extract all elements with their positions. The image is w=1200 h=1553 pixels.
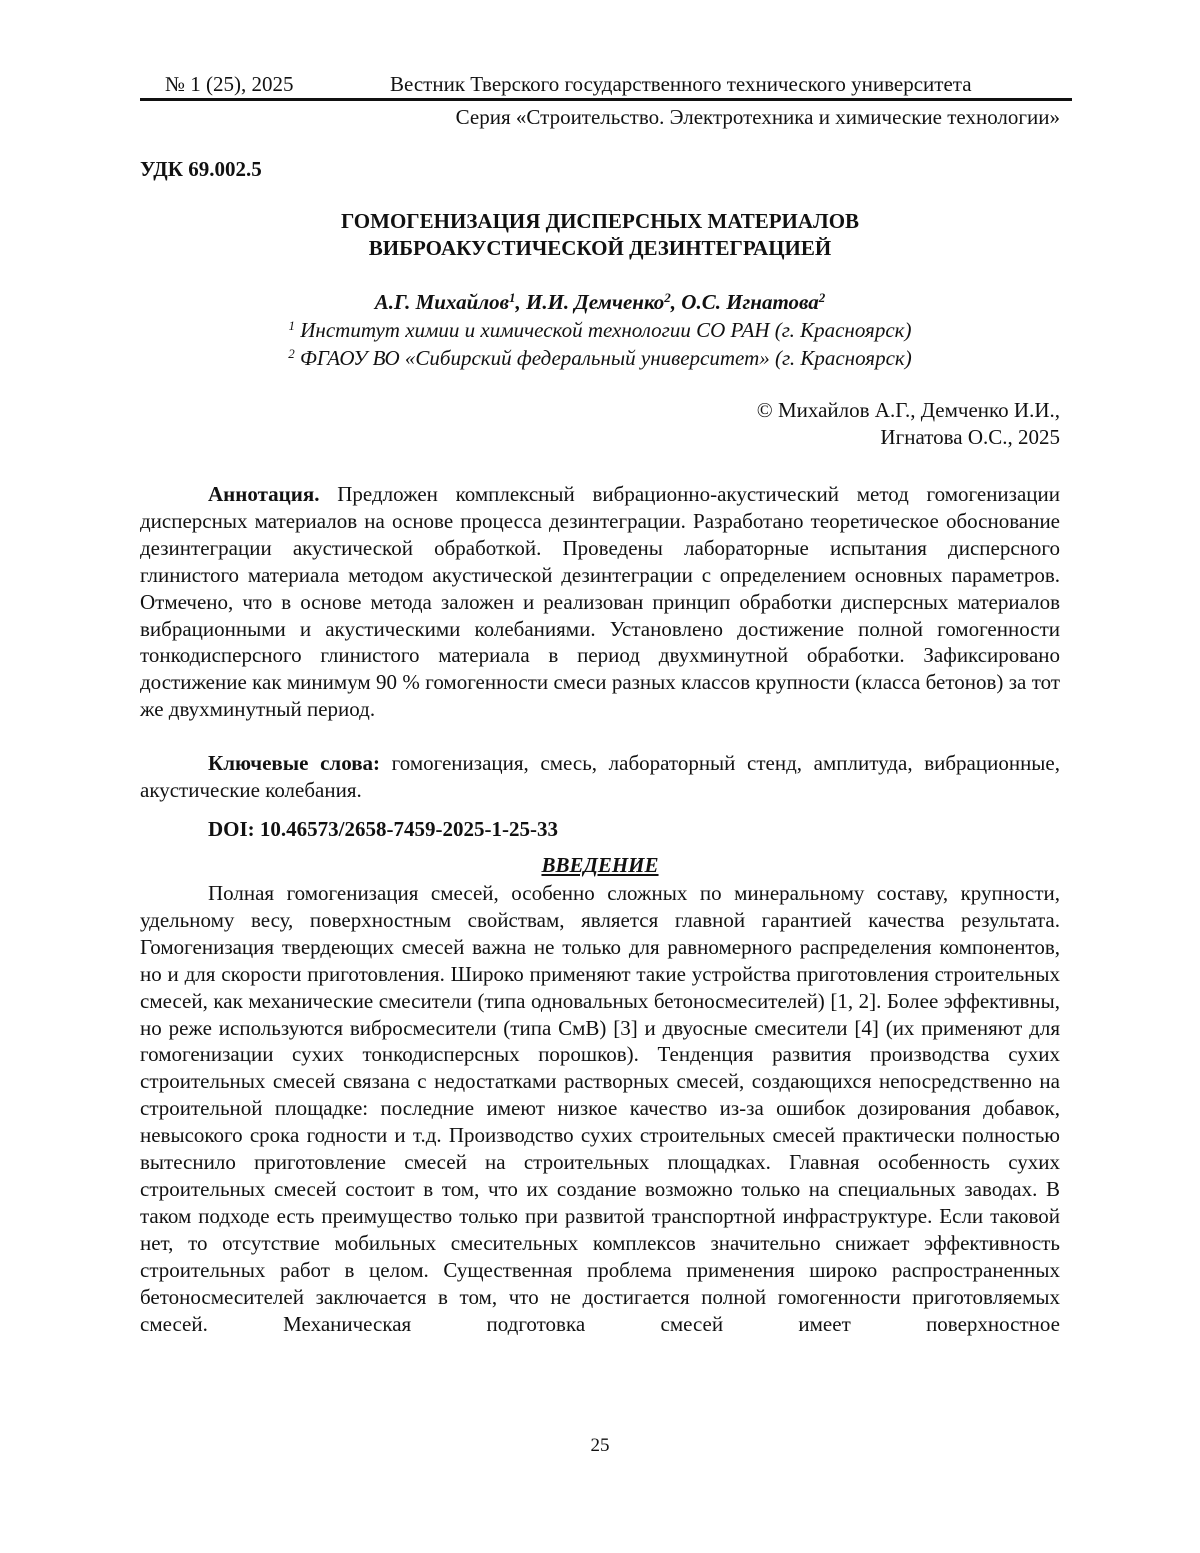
- author-list: А.Г. Михайлов1, И.И. Демченко2, О.С. Игнатова2: [140, 290, 1060, 315]
- article-title-line-1: ГОМОГЕНИЗАЦИЯ ДИСПЕРСНЫХ МАТЕРИАЛОВ: [140, 208, 1060, 235]
- copyright-line-1: © Михайлов А.Г., Демченко И.И.,: [757, 398, 1060, 423]
- affiliation-number: 1: [289, 318, 296, 333]
- journal-page: [0, 0, 1200, 1553]
- author-affiliation-mark: 2: [664, 290, 671, 305]
- article-title-line-2: ВИБРОАКУСТИЧЕСКОЙ ДЕЗИНТЕГРАЦИЕЙ: [140, 235, 1060, 262]
- issue-number: № 1 (25), 2025: [165, 72, 294, 97]
- page-number: 25: [0, 1435, 1200, 1457]
- udc-code: УДК 69.002.5: [140, 157, 262, 182]
- affiliation: [140, 318, 1060, 343]
- keywords-label: Ключевые слова:: [208, 751, 380, 775]
- abstract: [140, 481, 1060, 723]
- doi: DOI: 10.46573/2658-7459-2025-1-25-33: [208, 817, 558, 842]
- author-affiliation-mark: 1: [509, 290, 516, 305]
- journal-title: Вестник Тверского государственного технического университета: [390, 72, 972, 97]
- author-name: А.Г. Михайлов: [375, 290, 509, 314]
- keywords-text: гомогенизация, смесь, лабораторный стенд, амплитуда, вибрационные, акустические колебания.: [140, 751, 1060, 802]
- affiliation-number: 2: [288, 346, 295, 361]
- copyright-line-2: Игнатова О.С., 2025: [880, 425, 1060, 450]
- introduction: [140, 880, 1060, 1337]
- journal-series: Серия «Строительство. Электротехника и химические технологии»: [456, 105, 1060, 130]
- header-rule: [140, 98, 1072, 101]
- author-name: О.С. Игнатова: [681, 290, 818, 314]
- affiliation-text: ФГАОУ ВО «Сибирский федеральный университет» (г. Красноярск): [300, 346, 912, 370]
- author-affiliation-mark: 2: [819, 290, 826, 305]
- abstract-text: Предложен комплексный вибрационно-акустический метод гомоге­низации дисперсных материалов на основе процесса дезинтеграции. Разработано теоретическое обоснование дезинтеграции акустической обработкой. Проведены лабораторные испытания дисперсного глинистого материала методом акустической дезинтеграции с определением основных параметров. Отмечено, что в основе метода заложен и реализован принцип обработки дисперсных материалов вибрационными и акустическими колебаниями. Установлено достижение полной гомогенности тонкодис­персного глинистого материала в период двухминутной обработки. Зафиксировано достижение как минимум 90 % гомогенности смеси разных классов крупности (класса бетонов) за тот же двухминутный период.: [140, 482, 1060, 721]
- abstract-label: Аннотация.: [208, 482, 319, 506]
- affiliation: [140, 346, 1060, 371]
- author-name: И.И. Демченко: [526, 290, 664, 314]
- affiliation-text: Институт химии и химической технологии СО РАН (г. Красноярск): [300, 318, 911, 342]
- section-heading: ВВЕДЕНИЕ: [140, 853, 1060, 878]
- introduction-paragraph: Полная гомогенизация смесей, особенно сложных по минеральному составу, крупности, удельному весу, поверхностным свойствам, является главной гарантией качества результата. Гомогенизация твердеющих смесей важна не только для равномерного распределения компонентов, но и для скорости приготовления. Широко применяют такие устройства приготовления строительных смесей, как механические смесители (типа одновальных бетоносмесителей) [1, 2]. Более эффективны, но реже используются вибросмесители (типа СмВ) [3] и двуосные смесители [4] (их применяют для гомогенизации сухих тонкодисперсных порошков). Тенденция развития производства сухих строительных смесей связана с недостатками растворных смесей, создающихся непосредственно на строительной площадке: последние имеют низкое качество из-за ошибок дозирования добавок, невысокого срока годности и т.д. Производство сухих строительных смесей практически полностью вытеснило приготовление смесей на строительных площадках. Главная особенность сухих строительных смесей состоит в том, что их создание возможно только на специальных заводах. В таком подходе есть преимущество только при развитой транспортной инфраструктуре. Если таковой нет, то отсутствие мобильных смесительных комплексов значительно снижает эффективность строительных работ в целом. Существенная проблема применения широко распро­страненных бетоносмесителей заключается в том, что не достигается полной гомогенности приготовляемых смесей. Механическая подготовка смесей имеет поверхностное: [140, 880, 1060, 1337]
- keywords: [140, 750, 1060, 804]
